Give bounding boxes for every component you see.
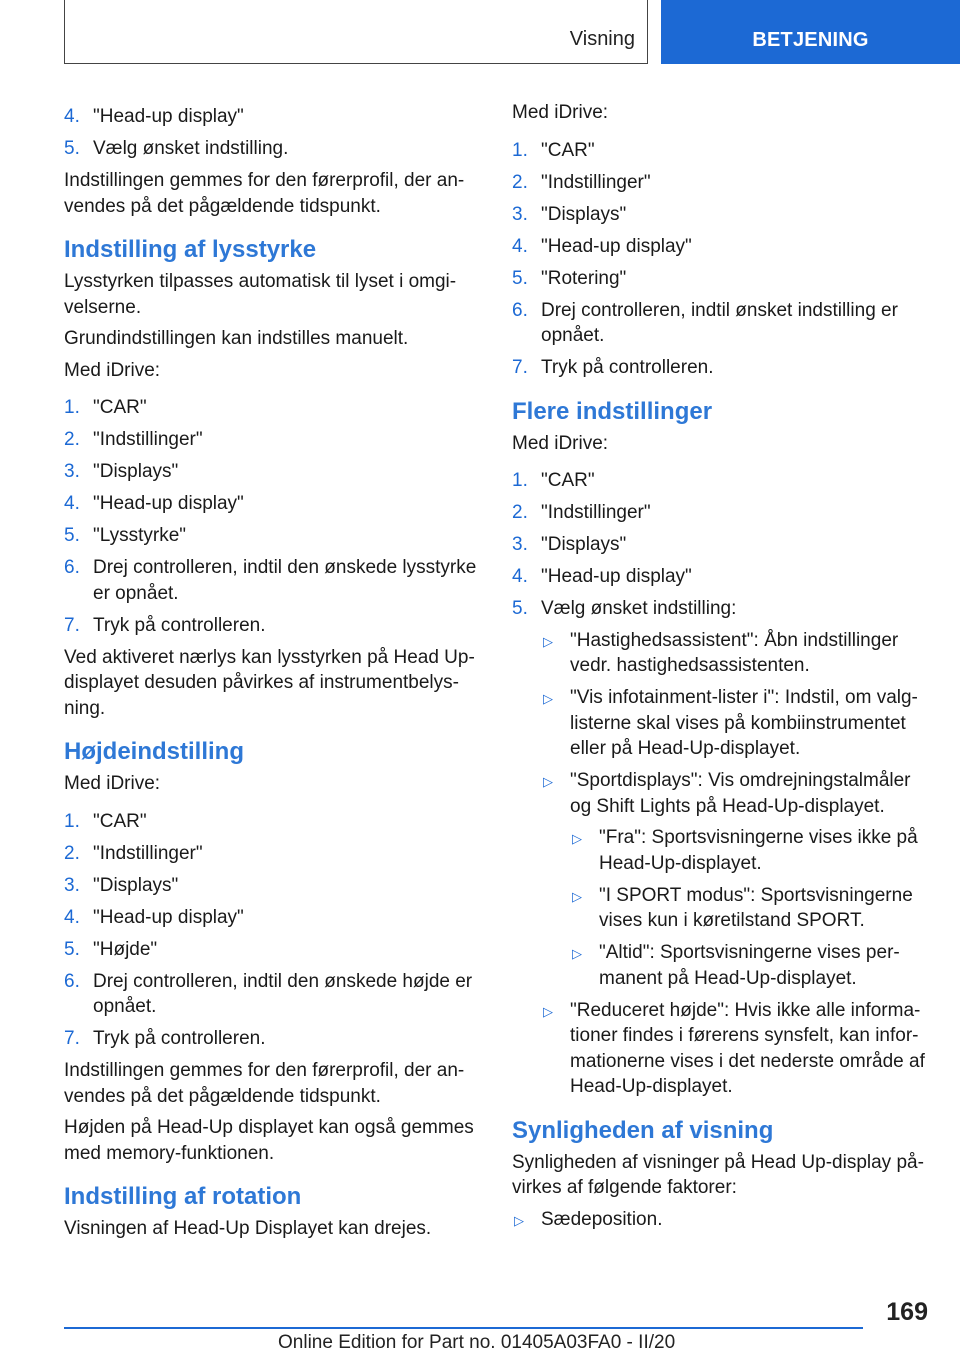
paragraph: Visningen af Head-Up Displayet kan drejes. (64, 1218, 432, 1239)
bullet-text: "Reduceret højde": Hvis ikke alle informa-tioner findes i førerens synsfelt, kan infor-mationerne vises i det nederste område af Head-Up-displayet. (570, 999, 925, 1097)
step-number: 3. (64, 461, 80, 482)
list-item (512, 564, 932, 590)
triangle-bullet-icon: ▷ (543, 633, 553, 649)
step-text: "Displays" (541, 203, 627, 225)
list-item (64, 523, 480, 549)
paragraph: Med iDrive: (64, 359, 161, 381)
more-settings-steps (512, 468, 932, 1100)
list-item (64, 937, 480, 963)
height-steps (64, 809, 480, 1052)
list-item (512, 596, 932, 1100)
step-number: 2. (512, 502, 528, 523)
step-number: 4. (64, 906, 80, 928)
step-text: Drej controlleren, indtil ønsket indstilling er opnået. (541, 299, 898, 346)
step-text: "CAR" (93, 397, 147, 418)
step-text: Tryk på controlleren. (93, 1028, 266, 1049)
step-text: "Displays" (541, 534, 627, 555)
brightness-steps (64, 395, 480, 638)
step-number: 2. (512, 171, 528, 193)
triangle-bullet-icon: ▷ (543, 691, 553, 706)
bullet-text: "Vis infotainment-lister i": Indstil, om valg-listerne skal vises på kombiinstrumentet eller på Head-Up-displayet. (570, 687, 918, 759)
list-item (512, 500, 932, 526)
step-text: Vælg ønsket indstilling. (93, 138, 289, 159)
step-text: "Indstillinger" (93, 429, 203, 450)
list-item (512, 355, 932, 381)
bullet-item (570, 940, 932, 991)
paragraph: Synligheden af visninger på Head Up-display på-virkes af følgende faktorer: (512, 1151, 924, 1198)
step-text: "Lysstyrke" (93, 525, 187, 546)
list-item (64, 809, 480, 835)
step-text: Tryk på controlleren. (541, 357, 714, 378)
step-text: "Højde" (93, 938, 158, 960)
step-number: 3. (512, 534, 528, 555)
list-item (512, 170, 932, 196)
step-number: 1. (64, 810, 80, 832)
step-number: 5. (64, 138, 80, 159)
bullet-item (512, 1207, 932, 1233)
paragraph: Lysstyrken tilpasses automatisk til lyset i omgi-velserne. (64, 271, 457, 318)
step-text: "CAR" (541, 139, 595, 161)
step-number: 7. (64, 614, 80, 636)
step-number: 6. (512, 299, 528, 321)
paragraph: Med iDrive: (64, 773, 161, 794)
step-text: "Displays" (93, 874, 179, 896)
step-text: "Indstillinger" (541, 502, 651, 523)
step-number: 2. (64, 842, 80, 864)
step-text: Vælg ønsket indstilling: (541, 598, 737, 619)
intro-steps (64, 104, 480, 162)
step-number: 7. (512, 357, 528, 378)
paragraph: Med iDrive: (512, 432, 609, 454)
section-heading-height: Højdeindstilling (64, 738, 244, 765)
step-text: Drej controlleren, indtil den ønskede lysstyrke er opnået. (93, 557, 477, 604)
triangle-bullet-icon: ▷ (572, 946, 582, 961)
sport-sub-bullets (570, 825, 932, 991)
paragraph: Ved aktiveret nærlys kan lysstyrken på Head Up-displayet desuden påvirkes af instrumentbelys-ning. (64, 646, 475, 719)
step-number: 4. (512, 235, 528, 257)
step-number: 1. (512, 139, 528, 161)
step-number: 1. (512, 470, 528, 491)
step-text: Drej controlleren, indtil den ønskede højde er opnået. (93, 970, 473, 1017)
left-column (64, 100, 480, 1248)
step-text: "Rotering" (541, 267, 627, 289)
step-text: "Head-up display" (541, 566, 692, 587)
list-item (64, 841, 480, 867)
bullet-text: "Sportdisplays": Vis omdrejningstalmåler og Shift Lights på Head-Up-displayet. (570, 770, 911, 817)
step-text: "Displays" (93, 461, 179, 482)
page-number: 169 (886, 1298, 928, 1326)
step-text: "Head-up display" (541, 235, 692, 257)
list-item (512, 266, 932, 292)
triangle-bullet-icon: ▷ (572, 888, 582, 904)
step-number: 4. (512, 566, 528, 587)
step-number: 5. (64, 938, 80, 960)
step-text: Tryk på controlleren. (93, 614, 266, 636)
triangle-bullet-icon: ▷ (514, 1212, 524, 1228)
bullet-item (541, 628, 932, 679)
bullet-text: "Hastighedsassistent": Åbn indstillinger vedr. hastighedsassistenten. (570, 629, 899, 676)
list-item (64, 491, 480, 517)
list-item (64, 427, 480, 453)
list-item (64, 459, 480, 485)
footer-divider (64, 1327, 863, 1329)
list-item (64, 395, 480, 421)
section-heading-rotation: Indstilling af rotation (64, 1183, 302, 1210)
header-chapter-tab: BETJENING (661, 0, 960, 64)
bullet-text: "Altid": Sportsvisningerne vises per-manent på Head-Up-displayet. (599, 942, 900, 989)
visibility-bullets (512, 1207, 932, 1233)
list-item (64, 555, 480, 606)
header-section-box (64, 0, 648, 64)
paragraph: Grundindstillingen kan indstilles manuelt. (64, 328, 409, 349)
step-number: 3. (64, 874, 80, 896)
step-number: 5. (512, 267, 528, 289)
list-item (64, 104, 480, 130)
step-number: 4. (64, 106, 80, 127)
step-text: "Indstillinger" (93, 842, 203, 864)
option-bullets (541, 628, 932, 1100)
list-item (64, 873, 480, 899)
footer-edition: Online Edition for Part no. 01405A03FA0 - II/20 (278, 1332, 676, 1353)
triangle-bullet-icon: ▷ (543, 774, 553, 789)
step-text: "Head-up display" (93, 493, 244, 514)
paragraph: Højden på Head-Up displayet kan også gemmes med memory-funktionen. (64, 1117, 474, 1164)
section-heading-brightness: Indstilling af lysstyrke (64, 236, 317, 263)
step-number: 3. (512, 203, 528, 225)
list-item (64, 1026, 480, 1052)
step-text: "Indstillinger" (541, 171, 651, 193)
right-column (512, 100, 932, 1239)
list-item (512, 468, 932, 494)
step-number: 6. (64, 970, 80, 992)
bullet-item (541, 768, 932, 991)
list-item (64, 969, 480, 1020)
bullet-text: "I SPORT modus": Sportsvisningerne vises kun i køretilstand SPORT. (599, 884, 913, 931)
header-section-title: Visning (569, 28, 635, 50)
list-item (64, 613, 480, 639)
paragraph: Indstillingen gemmes for den førerprofil, der an-vendes på det pågældende tidspunkt. (64, 1060, 465, 1107)
bullet-text: "Fra": Sportsvisningerne vises ikke på Head-Up-displayet. (599, 827, 918, 874)
step-number: 2. (64, 429, 80, 450)
list-item (64, 136, 480, 162)
step-number: 4. (64, 493, 80, 514)
list-item (512, 298, 932, 349)
bullet-item (541, 685, 932, 762)
bullet-item (541, 998, 932, 1100)
list-item (512, 202, 932, 228)
step-number: 5. (64, 525, 80, 546)
step-text: "Head-up display" (93, 906, 244, 928)
section-heading-visibility: Synligheden af visning (512, 1116, 774, 1144)
paragraph: Indstillingen gemmes for den førerprofil, der an-vendes på det pågældende tidspunkt. (64, 170, 465, 217)
triangle-bullet-icon: ▷ (543, 1003, 553, 1019)
section-heading-more-settings: Flere indstillinger (512, 397, 713, 425)
bullet-item (570, 883, 932, 934)
list-item (512, 138, 932, 164)
step-text: "CAR" (541, 470, 595, 491)
bullet-item (570, 825, 932, 876)
step-number: 1. (64, 397, 80, 418)
step-text: "CAR" (93, 810, 147, 832)
step-number: 7. (64, 1028, 80, 1049)
paragraph: Med iDrive: (512, 102, 609, 123)
rotation-steps (512, 138, 932, 381)
list-item (512, 234, 932, 260)
step-number: 6. (64, 557, 80, 578)
bullet-text: Sædeposition. (541, 1208, 663, 1230)
step-number: 5. (512, 598, 528, 619)
step-text: "Head-up display" (93, 106, 244, 127)
triangle-bullet-icon: ▷ (572, 831, 582, 846)
list-item (64, 905, 480, 931)
list-item (512, 532, 932, 558)
